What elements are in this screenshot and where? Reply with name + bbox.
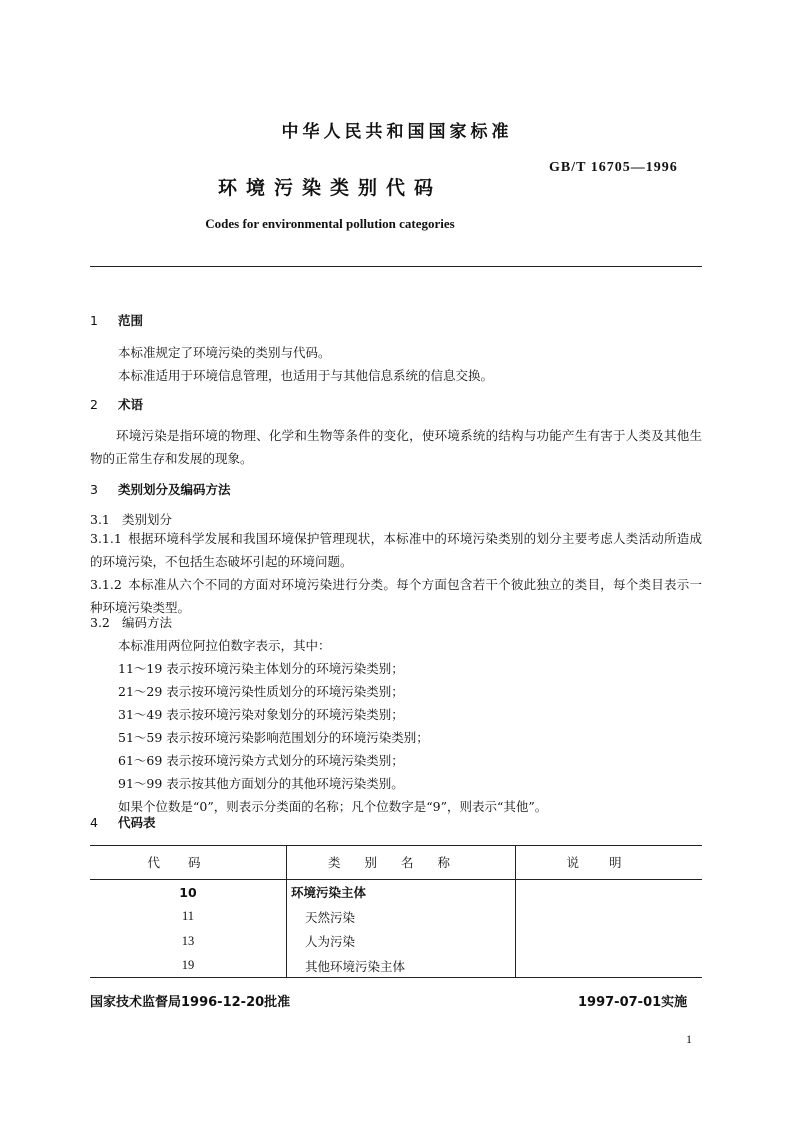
subsection-3-1-1 <box>90 527 702 573</box>
table-row <box>90 954 702 979</box>
subsection-3-2 <box>90 613 172 631</box>
note-cell <box>516 929 703 954</box>
code-range-item: 51～59 表示按环境污染影响范围划分的环境污染类别； <box>118 730 429 745</box>
implementation-date: 1997-07-01实施 <box>578 995 688 1010</box>
section-3-heading <box>90 480 231 498</box>
table-row <box>90 929 702 954</box>
document-title-en: Codes for environmental pollution categories <box>205 216 455 231</box>
code-range-item: 11～19 表示按环境污染主体划分的环境污染类别； <box>118 661 404 676</box>
paragraph: 根据环境科学发展和我国环境保护管理现状，本标准中的环境污染类别的划分主要考虑人类活动所造成的环境污染，不包括生态破坏引起的环境问题。 <box>90 531 702 569</box>
paragraph: 本标准适用于环境信息管理，也适用于与其他信息系统的信息交换。 <box>118 368 494 383</box>
approval-line: 国家技术监督局1996-12-20批准 <box>90 995 291 1010</box>
code-cell: 19 <box>90 954 287 979</box>
paragraph: 如果个位数是“0”，则表示分类面的名称；凡个位数字是“9”，则表示“其他”。 <box>118 799 548 814</box>
note-cell <box>516 880 703 905</box>
paragraph: 本标准从六个不同的方面对环境污染进行分类。每个方面包含若干个彼此独立的类目，每个类目表示一种环境污染类型。 <box>90 577 702 615</box>
section-number: 3 <box>90 482 98 497</box>
name-cell: 人为污染 <box>287 929 516 954</box>
section-number: 4 <box>90 815 98 830</box>
section-title: 范围 <box>118 313 144 328</box>
name-cell: 天然污染 <box>287 905 516 930</box>
page-number: 1 <box>686 1032 692 1046</box>
subsection-number: 3.1 <box>90 512 110 527</box>
subsection-number: 3.2 <box>90 615 110 630</box>
column-header-note: 说明 <box>516 845 703 880</box>
code-table <box>90 845 702 978</box>
name-cell: 其他环境污染主体 <box>287 954 516 979</box>
subsection-number: 3.1.2 <box>90 577 122 592</box>
section-2-heading <box>90 395 143 413</box>
standard-code: GB/T 16705—1996 <box>549 160 678 175</box>
subsection-3-1-2 <box>90 573 702 619</box>
paragraph: 本标准用两位阿拉伯数字表示，其中： <box>118 638 331 653</box>
section-title: 术语 <box>118 397 144 412</box>
subsection-3-1 <box>90 510 172 528</box>
column-header-name: 类别名称 <box>287 845 516 880</box>
section-number: 1 <box>90 313 98 328</box>
note-cell <box>516 954 703 979</box>
subsection-title: 类别划分 <box>122 512 173 527</box>
note-cell <box>516 905 703 930</box>
paragraph: 环境污染是指环境的物理、化学和生物等条件的变化，使环境系统的结构与功能产生有害于人类及其他生物的正常生存和发展的现象。 <box>90 428 702 466</box>
code-range-item: 31～49 表示按环境污染对象划分的环境污染类别； <box>118 707 404 722</box>
national-standard-heading: 中华人民共和国国家标准 <box>281 122 513 142</box>
column-header-code: 代码 <box>90 845 287 880</box>
subsection-number: 3.1.1 <box>90 531 122 546</box>
name-cell: 环境污染主体 <box>287 880 516 905</box>
section-1-heading <box>90 311 143 329</box>
table-header-row <box>90 845 702 880</box>
code-cell: 13 <box>90 929 287 954</box>
section-4-heading <box>90 813 156 831</box>
document-title-cn: 环境污染类别代码 <box>217 177 442 199</box>
table-row <box>90 880 702 905</box>
table-bottom-rule <box>90 977 702 978</box>
code-cell: 10 <box>90 880 287 905</box>
section-number: 2 <box>90 397 98 412</box>
code-range-item: 91～99 表示按其他方面划分的其他环境污染类别。 <box>118 776 404 791</box>
paragraph: 本标准规定了环境污染的类别与代码。 <box>118 345 331 360</box>
table-row <box>90 905 702 930</box>
header-rule <box>90 266 702 267</box>
subsection-title: 编码方法 <box>122 615 173 630</box>
section-title: 代码表 <box>118 815 156 830</box>
code-cell: 11 <box>90 905 287 930</box>
section-title: 类别划分及编码方法 <box>118 482 231 497</box>
code-range-item: 21～29 表示按环境污染性质划分的环境污染类别； <box>118 684 404 699</box>
code-range-item: 61～69 表示按环境污染方式划分的环境污染类别； <box>118 753 404 768</box>
